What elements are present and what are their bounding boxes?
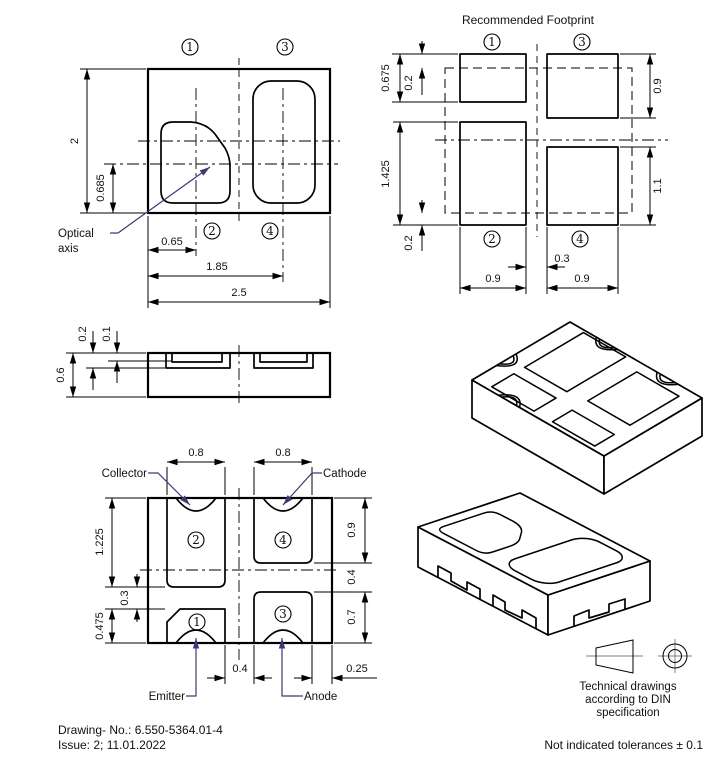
svg-text:2: 2 bbox=[69, 137, 81, 145]
drawing-number: Drawing- No.: 6.550-5364.01-4 bbox=[58, 723, 223, 737]
dim-body-thickness bbox=[55, 353, 73, 397]
pin-marker-3 bbox=[574, 34, 590, 50]
top-view bbox=[58, 39, 340, 308]
svg-text:0.9: 0.9 bbox=[346, 522, 358, 538]
dim-pad3-height bbox=[346, 592, 365, 643]
svg-text:1.1: 1.1 bbox=[652, 178, 664, 194]
svg-text:0.9: 0.9 bbox=[652, 78, 664, 94]
dim-pad4-width bbox=[254, 447, 312, 462]
svg-text:Cathode: Cathode bbox=[323, 468, 367, 480]
svg-text:Optical: Optical bbox=[58, 228, 94, 240]
side-view bbox=[55, 326, 330, 405]
dim-lead-depth bbox=[101, 326, 117, 383]
svg-text:2: 2 bbox=[208, 224, 216, 238]
svg-text:0.1: 0.1 bbox=[101, 326, 113, 342]
svg-text:4: 4 bbox=[576, 232, 584, 246]
dim-optical-axis-offset bbox=[95, 164, 113, 213]
svg-text:0.685: 0.685 bbox=[95, 174, 107, 202]
pin-marker-4 bbox=[275, 532, 291, 548]
footprint-title: Recommended Footprint bbox=[461, 13, 595, 27]
footprint-pad-2 bbox=[460, 122, 526, 225]
cathode-callout bbox=[283, 468, 366, 505]
lead-frame-outline bbox=[172, 353, 222, 362]
svg-text:0.3: 0.3 bbox=[119, 590, 131, 606]
pin-marker-1 bbox=[182, 39, 198, 55]
svg-text:1: 1 bbox=[488, 35, 496, 49]
dim-pad4-width bbox=[547, 273, 618, 288]
footprint-view bbox=[380, 13, 668, 294]
package-outline-dashed bbox=[445, 68, 632, 213]
pin-marker-2 bbox=[188, 532, 204, 548]
tolerance-note: Not indicated tolerances ± 0.1 bbox=[544, 738, 703, 752]
dim-pad4-height bbox=[346, 498, 365, 563]
dim-cavity-depth bbox=[77, 326, 93, 390]
dim-pad1-height bbox=[94, 609, 112, 643]
pin-marker-1 bbox=[189, 614, 205, 630]
svg-text:4: 4 bbox=[279, 533, 287, 547]
svg-text:0.65: 0.65 bbox=[161, 236, 183, 248]
dim-detector-center bbox=[148, 261, 283, 276]
detector-window-shape bbox=[253, 81, 315, 203]
dim-pad4-height bbox=[650, 147, 664, 225]
svg-text:0.9: 0.9 bbox=[574, 273, 590, 285]
dim-body-width bbox=[148, 287, 330, 302]
svg-text:specification: specification bbox=[596, 707, 660, 719]
dim-pad1-height bbox=[380, 54, 400, 102]
svg-text:0.6: 0.6 bbox=[55, 367, 67, 383]
svg-text:Collector: Collector bbox=[101, 468, 147, 480]
dim-body-height bbox=[69, 69, 87, 213]
pin-marker-4 bbox=[572, 231, 588, 247]
svg-text:3: 3 bbox=[281, 40, 289, 54]
svg-text:Emitter: Emitter bbox=[148, 691, 185, 703]
cavity-step-outline bbox=[166, 353, 230, 368]
emitter-window-shape bbox=[161, 122, 230, 203]
iso-view-bottom-up bbox=[472, 322, 702, 494]
dim-left-gap bbox=[119, 574, 137, 622]
dim-top-overhang bbox=[403, 41, 422, 95]
dim-right-gap bbox=[346, 551, 365, 604]
cathode-leader-arrow bbox=[283, 473, 322, 505]
pin-marker-1 bbox=[484, 34, 500, 50]
svg-text:0.2: 0.2 bbox=[77, 326, 89, 342]
svg-text:0.675: 0.675 bbox=[380, 64, 392, 92]
collector-leader-arrow bbox=[148, 473, 190, 505]
dim-emitter-center bbox=[148, 236, 196, 250]
dim-pad2-width bbox=[167, 447, 225, 462]
svg-text:1.85: 1.85 bbox=[206, 261, 228, 273]
svg-text:1: 1 bbox=[186, 40, 194, 54]
svg-text:0.7: 0.7 bbox=[346, 609, 358, 625]
anode-leader-arrow bbox=[282, 638, 303, 696]
optical-axis-callout bbox=[58, 167, 210, 255]
footprint-pad-1 bbox=[460, 54, 526, 102]
title-block bbox=[58, 723, 703, 752]
svg-text:Anode: Anode bbox=[304, 691, 338, 703]
dim-pad2-height bbox=[380, 122, 400, 225]
svg-text:0.4: 0.4 bbox=[232, 663, 248, 675]
svg-text:0.9: 0.9 bbox=[485, 273, 501, 285]
svg-text:3: 3 bbox=[279, 607, 287, 621]
emitter-callout bbox=[149, 638, 196, 703]
cavity-step-outline bbox=[254, 353, 313, 368]
anode-callout bbox=[282, 638, 337, 703]
svg-text:1.425: 1.425 bbox=[380, 160, 392, 188]
svg-text:according to DIN: according to DIN bbox=[585, 694, 671, 706]
bottom-view bbox=[94, 447, 377, 703]
svg-text:2.5: 2.5 bbox=[231, 287, 247, 299]
svg-text:axis: axis bbox=[58, 243, 79, 255]
pin-marker-4 bbox=[262, 223, 278, 239]
svg-text:0.25: 0.25 bbox=[346, 663, 368, 675]
package-outline-bottom bbox=[148, 498, 332, 643]
dim-center-gap bbox=[508, 253, 570, 267]
svg-text:1.225: 1.225 bbox=[94, 528, 106, 556]
svg-text:Technical drawings: Technical drawings bbox=[579, 681, 677, 693]
svg-text:0.4: 0.4 bbox=[346, 569, 358, 585]
svg-text:0.3: 0.3 bbox=[554, 253, 570, 265]
svg-text:0.2: 0.2 bbox=[403, 235, 415, 251]
svg-text:0.475: 0.475 bbox=[94, 612, 106, 640]
dim-pad3-height bbox=[650, 54, 664, 118]
footprint-pad-3 bbox=[547, 54, 618, 118]
lead-frame-outline bbox=[260, 353, 307, 362]
pin-marker-3 bbox=[277, 39, 293, 55]
svg-text:1: 1 bbox=[193, 615, 201, 629]
svg-text:0.2: 0.2 bbox=[403, 75, 415, 91]
dim-bottom-gap bbox=[207, 663, 272, 678]
pin-marker-3 bbox=[275, 606, 291, 622]
iso-view-top-up bbox=[418, 493, 650, 635]
dim-pad2-height bbox=[94, 498, 112, 587]
din-projection-symbol bbox=[579, 639, 692, 719]
svg-text:3: 3 bbox=[578, 35, 586, 49]
optical-axis-leader-arrow bbox=[110, 167, 210, 233]
pin-marker-2 bbox=[484, 231, 500, 247]
svg-text:0.8: 0.8 bbox=[275, 447, 291, 459]
emitter-leader-arrow bbox=[186, 638, 196, 696]
dim-pad2-width bbox=[460, 273, 526, 288]
svg-text:2: 2 bbox=[488, 232, 496, 246]
svg-text:2: 2 bbox=[192, 533, 200, 547]
pad-4-cathode bbox=[254, 498, 312, 563]
svg-text:0.8: 0.8 bbox=[188, 447, 204, 459]
svg-text:4: 4 bbox=[266, 224, 274, 238]
pin-marker-2 bbox=[204, 223, 220, 239]
issue-line: Issue: 2; 11.01.2022 bbox=[58, 738, 166, 752]
dim-edge-margin bbox=[294, 663, 377, 678]
